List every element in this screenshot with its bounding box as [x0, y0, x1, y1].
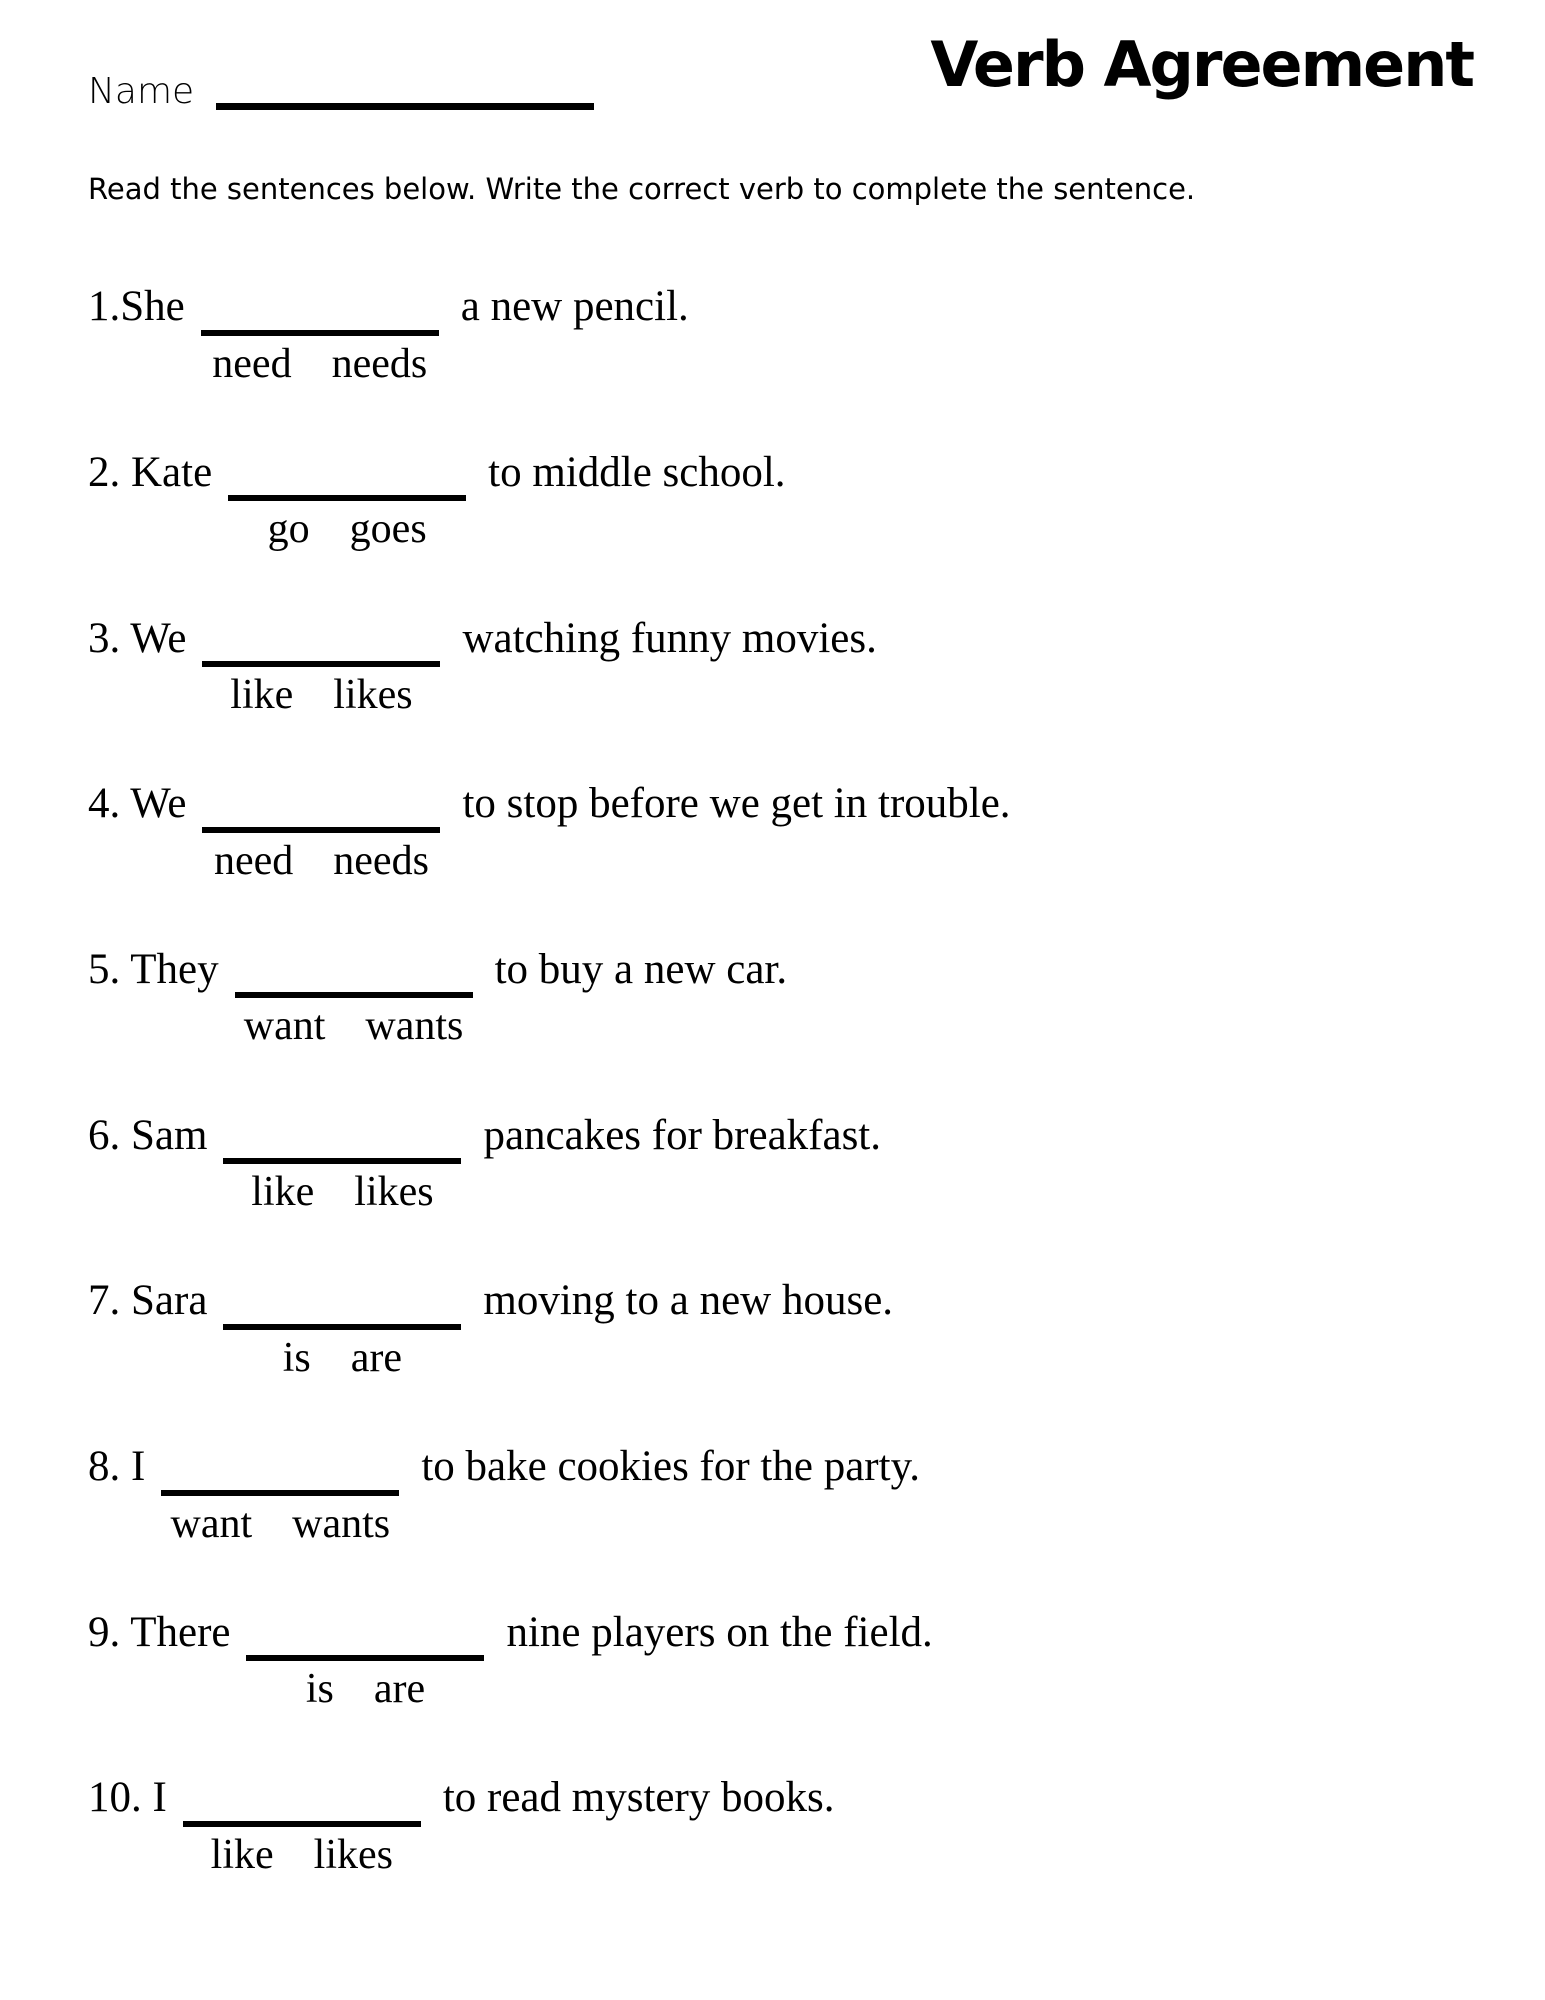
question-sentence-rest: to read mystery books. [442, 1774, 835, 1822]
answer-blank-line[interactable] [183, 1777, 421, 1827]
verb-choice-first: want [243, 1003, 326, 1050]
answer-blank-line[interactable] [228, 451, 466, 501]
verb-choices [202, 831, 440, 887]
question-sentence [88, 1275, 1545, 1384]
verb-choices [183, 1825, 421, 1881]
question-sentence-rest: to middle school. [488, 448, 786, 496]
instructions-text: Read the sentences below. Write the correct verb to complete the sentence. [88, 172, 1196, 206]
verb-choice-second: likes [313, 1831, 393, 1878]
name-label: Name [88, 71, 195, 112]
page-title: Verb Agreement [930, 28, 1473, 101]
question-number-and-subject: 6. Sam [88, 1111, 208, 1159]
question-number-and-subject: 1.She [88, 283, 185, 331]
question-sentence [88, 778, 1545, 887]
answer-blank-line[interactable] [235, 948, 473, 998]
verb-choice-first: like [251, 1169, 315, 1216]
question-sentence-rest: to buy a new car. [494, 946, 788, 993]
question-item [88, 944, 1545, 1053]
answer-blank-line[interactable] [202, 617, 440, 667]
question-sentence-rest: to bake cookies for the party. [421, 1443, 921, 1491]
question-list [88, 281, 1545, 1881]
verb-choice-second: likes [354, 1169, 434, 1216]
question-number-and-subject: 4. We [88, 780, 187, 828]
question-sentence-rest: pancakes for breakfast. [483, 1111, 881, 1159]
question-item [88, 281, 1545, 390]
verb-choices [202, 665, 440, 721]
question-item [88, 1607, 1545, 1716]
question-item [88, 447, 1545, 556]
verb-choice-first: go [267, 506, 310, 553]
question-item [88, 1275, 1545, 1384]
verb-choices [201, 334, 439, 390]
answer-blank-line[interactable] [201, 286, 439, 336]
verb-choice-first: like [210, 1831, 274, 1878]
question-item [88, 1110, 1545, 1219]
verb-choice-second: wants [365, 1003, 464, 1050]
question-item [88, 1772, 1545, 1881]
verb-choice-first: is [282, 1334, 311, 1381]
verb-choices [223, 1328, 461, 1384]
verb-choice-first: is [305, 1666, 334, 1713]
verb-choices [161, 1494, 399, 1550]
question-sentence [88, 1772, 1545, 1881]
question-number-and-subject: 3. We [88, 614, 187, 662]
question-number-and-subject: 2. Kate [88, 448, 213, 496]
answer-blank-line[interactable] [202, 783, 440, 833]
question-sentence-rest: to stop before we get in trouble. [462, 780, 1011, 828]
question-sentence [88, 447, 1545, 556]
verb-choice-first: need [213, 837, 294, 884]
question-sentence [88, 281, 1545, 390]
verb-choice-second: needs [331, 340, 428, 387]
question-sentence [88, 944, 1545, 1053]
question-sentence-rest: nine players on the field. [506, 1608, 933, 1656]
answer-blank-line[interactable] [223, 1114, 461, 1164]
question-number-and-subject: 9. There [88, 1608, 231, 1656]
verb-choice-second: are [373, 1666, 426, 1713]
question-item [88, 613, 1545, 722]
name-row [88, 72, 594, 112]
question-sentence-rest: moving to a new house. [483, 1277, 894, 1325]
answer-blank-line[interactable] [246, 1611, 484, 1661]
verb-choice-first: want [170, 1500, 253, 1547]
question-number-and-subject: 8. I [88, 1443, 146, 1491]
name-fill-line[interactable] [216, 76, 594, 110]
verb-choice-second: wants [292, 1500, 391, 1547]
verb-choice-second: needs [333, 837, 429, 884]
question-sentence [88, 1441, 1545, 1550]
verb-choice-first: like [230, 672, 294, 719]
verb-choices [235, 996, 473, 1052]
question-sentence [88, 1110, 1545, 1219]
verb-choice-second: likes [333, 672, 413, 719]
worksheet-header [0, 0, 1545, 135]
question-sentence-rest: a new pencil. [460, 283, 689, 331]
verb-choices [246, 1659, 484, 1715]
verb-choice-first: need [212, 340, 292, 387]
verb-choices [228, 499, 466, 555]
question-item [88, 1441, 1545, 1550]
answer-blank-line[interactable] [161, 1446, 399, 1496]
answer-blank-line[interactable] [223, 1280, 461, 1330]
verb-choices [223, 1162, 461, 1218]
question-sentence-rest: watching funny movies. [462, 614, 877, 662]
verb-choice-second: goes [349, 506, 427, 553]
question-number-and-subject: 10. I [88, 1774, 167, 1822]
question-item [88, 778, 1545, 887]
verb-choice-second: are [350, 1334, 403, 1381]
question-sentence [88, 613, 1545, 722]
question-sentence [88, 1607, 1545, 1716]
question-number-and-subject: 7. Sara [88, 1277, 208, 1325]
question-number-and-subject: 5. They [88, 946, 219, 993]
